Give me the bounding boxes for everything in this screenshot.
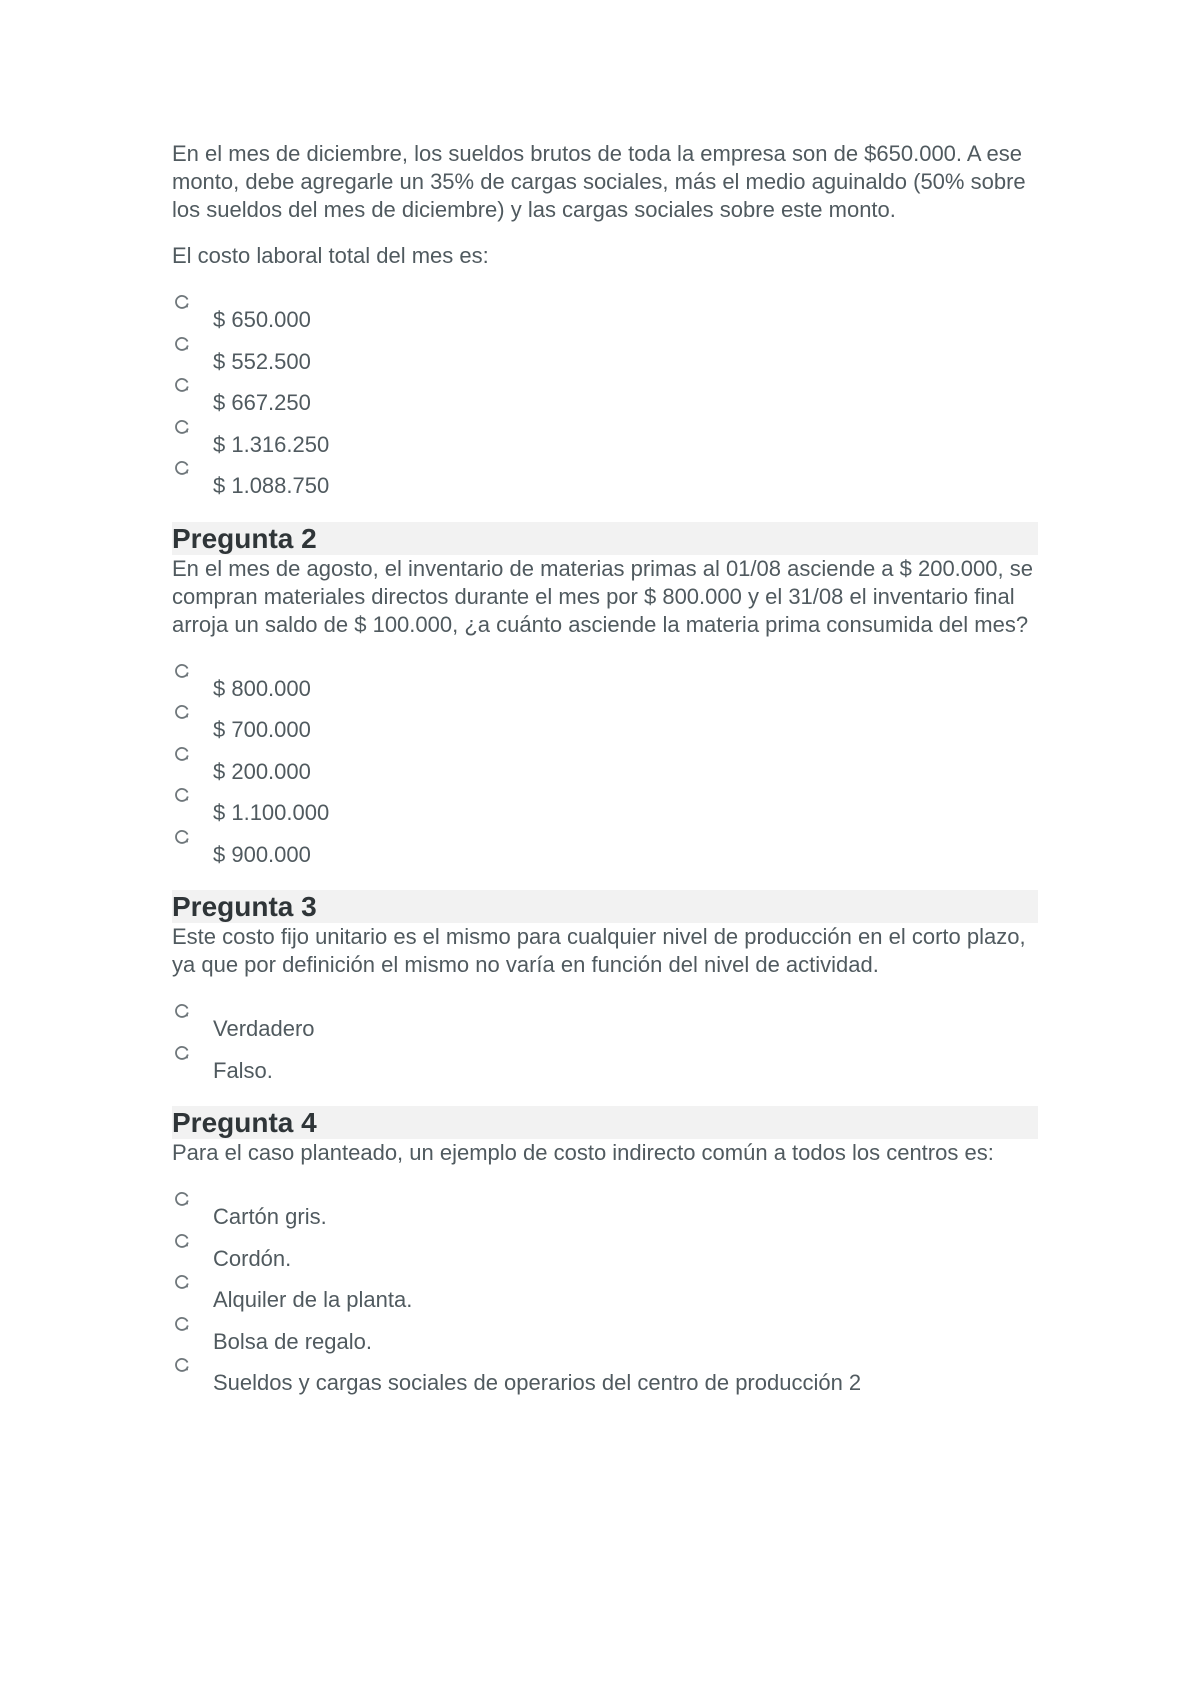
radio-button-icon[interactable] [174, 460, 190, 476]
radio-button-icon[interactable] [174, 294, 190, 310]
radio-button-icon[interactable] [174, 1274, 190, 1290]
option-label: $ 552.500 [213, 348, 311, 374]
radio-button-icon[interactable] [174, 1191, 190, 1207]
option-1-c[interactable] [172, 375, 1038, 417]
option-label: Cordón. [213, 1245, 292, 1271]
question-2-options [172, 661, 1038, 869]
question-3 [172, 890, 1038, 1084]
option-label: $ 900.000 [213, 841, 311, 867]
radio-button-icon[interactable] [174, 787, 190, 803]
option-2-b[interactable] [172, 702, 1038, 744]
option-4-b[interactable] [172, 1231, 1038, 1273]
radio-button-icon[interactable] [174, 419, 190, 435]
radio-button-icon[interactable] [174, 746, 190, 762]
radio-button-icon[interactable] [174, 663, 190, 679]
question-1-options [172, 292, 1038, 500]
question-1-text: En el mes de diciembre, los sueldos brutos de toda la empresa son de $650.000. A ese monto, debe agregarle un 35% de cargas sociales, más el medio aguinaldo (50% sobre los sueldos del mes de diciembre) y las cargas sociales sobre este monto. [172, 141, 1026, 222]
question-title: Pregunta 3 [172, 890, 1038, 923]
option-4-c[interactable] [172, 1272, 1038, 1314]
radio-button-icon[interactable] [174, 1316, 190, 1332]
option-label: $ 650.000 [213, 307, 311, 332]
option-2-d[interactable] [172, 785, 1038, 827]
option-3-b[interactable] [172, 1043, 1038, 1085]
option-4-a[interactable] [172, 1189, 1038, 1231]
question-1-prompt: El costo laboral total del mes es: [172, 243, 489, 268]
option-label: Falso. [213, 1057, 273, 1083]
option-2-e[interactable] [172, 827, 1038, 869]
question-2 [172, 522, 1038, 869]
question-text: En el mes de agosto, el inventario de materias primas al 01/08 asciende a $ 200.000, se compran materiales directos durante el mes por $ 800.000 y el 31/08 el inventario final arroja un saldo de $ 100.000, ¿a cuánto asciende la materia prima consumida del mes? [172, 555, 1033, 637]
option-label: Cartón gris. [213, 1204, 327, 1229]
option-1-a[interactable] [172, 292, 1038, 334]
option-3-a[interactable] [172, 1001, 1038, 1043]
question-1 [172, 140, 1038, 500]
radio-button-icon[interactable] [174, 829, 190, 845]
radio-button-icon[interactable] [174, 1233, 190, 1249]
question-4-options [172, 1189, 1038, 1397]
option-1-d[interactable] [172, 417, 1038, 459]
radio-button-icon[interactable] [174, 1045, 190, 1061]
option-label: Sueldos y cargas sociales de operarios del centro de producción 2 [213, 1370, 862, 1395]
option-1-b[interactable] [172, 334, 1038, 376]
option-label: Bolsa de regalo. [213, 1328, 372, 1354]
radio-button-icon[interactable] [174, 1003, 190, 1019]
question-3-options [172, 1001, 1038, 1084]
option-1-e[interactable] [172, 458, 1038, 500]
option-4-e[interactable] [172, 1355, 1038, 1397]
question-text: Este costo fijo unitario es el mismo para cualquier nivel de producción en el corto plazo, ya que por definición el mismo no varía en función del nivel de actividad. [172, 924, 1026, 977]
question-4 [172, 1106, 1038, 1397]
option-2-c[interactable] [172, 744, 1038, 786]
radio-button-icon[interactable] [174, 1357, 190, 1373]
radio-button-icon[interactable] [174, 336, 190, 352]
question-title: Pregunta 4 [172, 1106, 1038, 1139]
option-label: Verdadero [213, 1016, 315, 1041]
option-4-d[interactable] [172, 1314, 1038, 1356]
option-label: $ 1.316.250 [213, 431, 330, 457]
question-title: Pregunta 2 [172, 522, 1038, 555]
option-label: Alquiler de la planta. [213, 1287, 413, 1312]
option-label: $ 200.000 [213, 758, 311, 784]
quiz-page [172, 140, 1038, 1397]
question-text: Para el caso planteado, un ejemplo de costo indirecto común a todos los centros es: [172, 1140, 994, 1165]
option-label: $ 1.088.750 [213, 473, 330, 498]
option-label: $ 800.000 [213, 675, 311, 701]
radio-button-icon[interactable] [174, 377, 190, 393]
radio-button-icon[interactable] [174, 704, 190, 720]
option-label: $ 1.100.000 [213, 800, 330, 825]
option-label: $ 667.250 [213, 390, 311, 415]
option-label: $ 700.000 [213, 717, 311, 742]
option-2-a[interactable] [172, 661, 1038, 703]
